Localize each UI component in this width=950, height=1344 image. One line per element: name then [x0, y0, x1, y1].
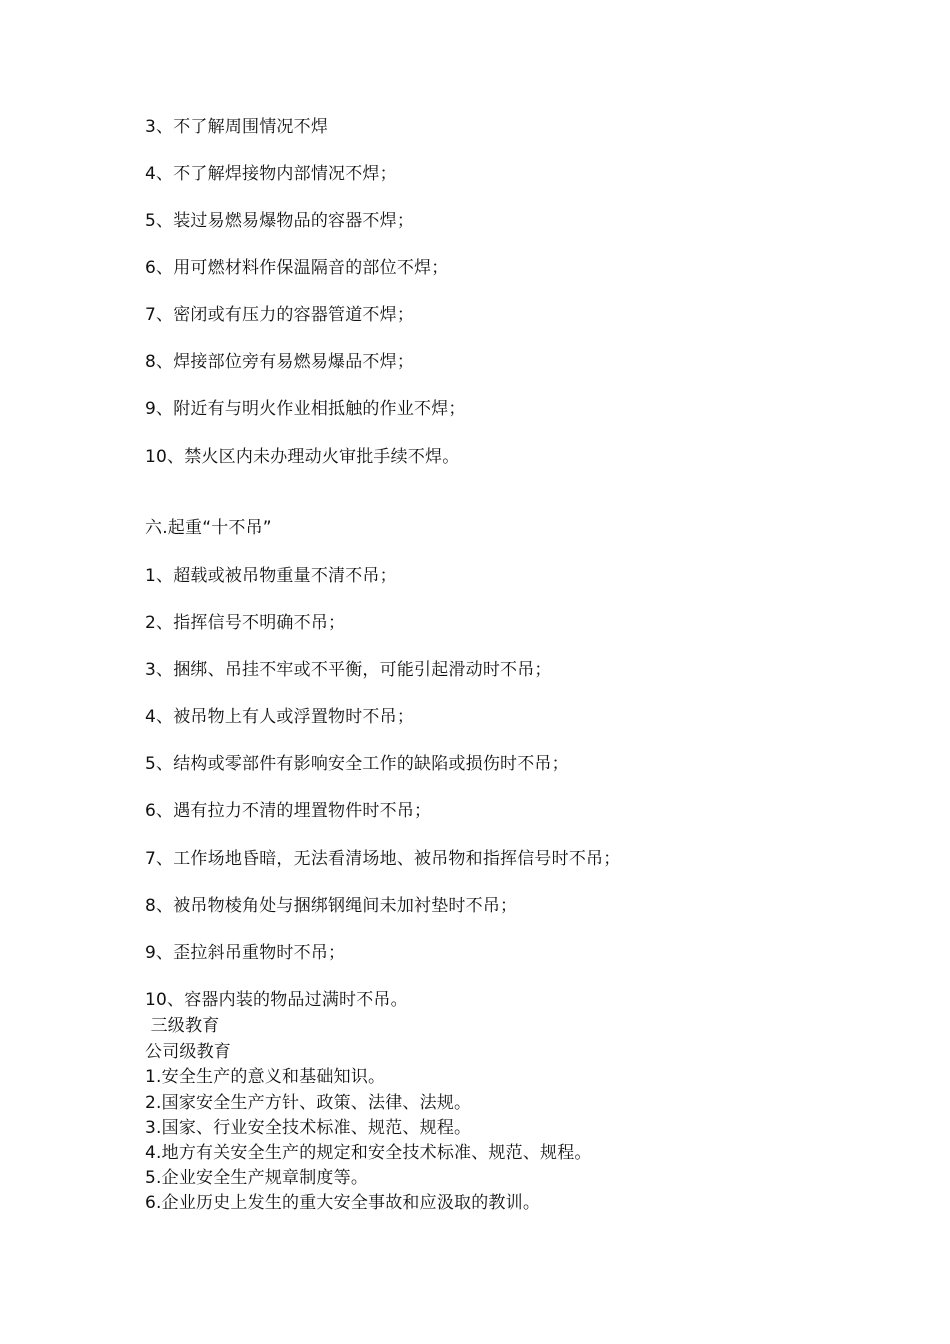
education-item-2: 2.国家安全生产方针、政策、法律、法规。: [145, 1093, 472, 1113]
education-section-heading: 三级教育: [145, 1016, 220, 1036]
lifting-item-8: 8、被吊物棱角处与捆绑钢绳间未加衬垫时不吊；: [145, 896, 518, 916]
welding-item-7: 7、密闭或有压力的容器管道不焊；: [145, 305, 415, 325]
welding-item-8: 8、焊接部位旁有易燃易爆品不焊；: [145, 352, 415, 372]
lifting-section-heading: 六.起重“十不吊”: [145, 518, 272, 538]
welding-item-6: 6、用可燃材料作保温隔音的部位不焊；: [145, 258, 449, 278]
welding-item-9: 9、附近有与明火作业相抵触的作业不焊；: [145, 399, 466, 419]
education-item-6: 6.企业历史上发生的重大安全事故和应汲取的教训。: [145, 1193, 541, 1213]
education-item-5: 5.企业安全生产规章制度等。: [145, 1168, 369, 1188]
lifting-item-5: 5、结构或零部件有影响安全工作的缺陷或损伤时不吊；: [145, 754, 569, 774]
education-item-3: 3.国家、行业安全技术标准、规范、规程。: [145, 1118, 472, 1138]
lifting-item-7: 7、工作场地昏暗，无法看清场地、被吊物和指挥信号时不吊；: [145, 849, 621, 869]
welding-item-4: 4、不了解焊接物内部情况不焊；: [145, 164, 397, 184]
education-item-1: 1.安全生产的意义和基础知识。: [145, 1067, 386, 1087]
welding-item-10: 10、禁火区内未办理动火审批手续不焊。: [145, 447, 460, 467]
lifting-item-10: 10、容器内装的物品过满时不吊。: [145, 990, 408, 1010]
lifting-item-6: 6、遇有拉力不清的埋置物件时不吊；: [145, 801, 432, 821]
lifting-item-9: 9、歪拉斜吊重物时不吊；: [145, 943, 346, 963]
lifting-item-1: 1、超载或被吊物重量不清不吊；: [145, 566, 397, 586]
education-subheading: 公司级教育: [145, 1042, 231, 1062]
welding-item-5: 5、装过易燃易爆物品的容器不焊；: [145, 211, 415, 231]
education-item-4: 4.地方有关安全生产的规定和安全技术标准、规范、规程。: [145, 1143, 592, 1163]
lifting-item-2: 2、指挥信号不明确不吊；: [145, 613, 346, 633]
lifting-item-4: 4、被吊物上有人或浮置物时不吊；: [145, 707, 415, 727]
lifting-item-3: 3、捆绑、吊挂不牢或不平衡，可能引起滑动时不吊；: [145, 660, 552, 680]
welding-item-3: 3、不了解周围情况不焊: [145, 117, 329, 137]
